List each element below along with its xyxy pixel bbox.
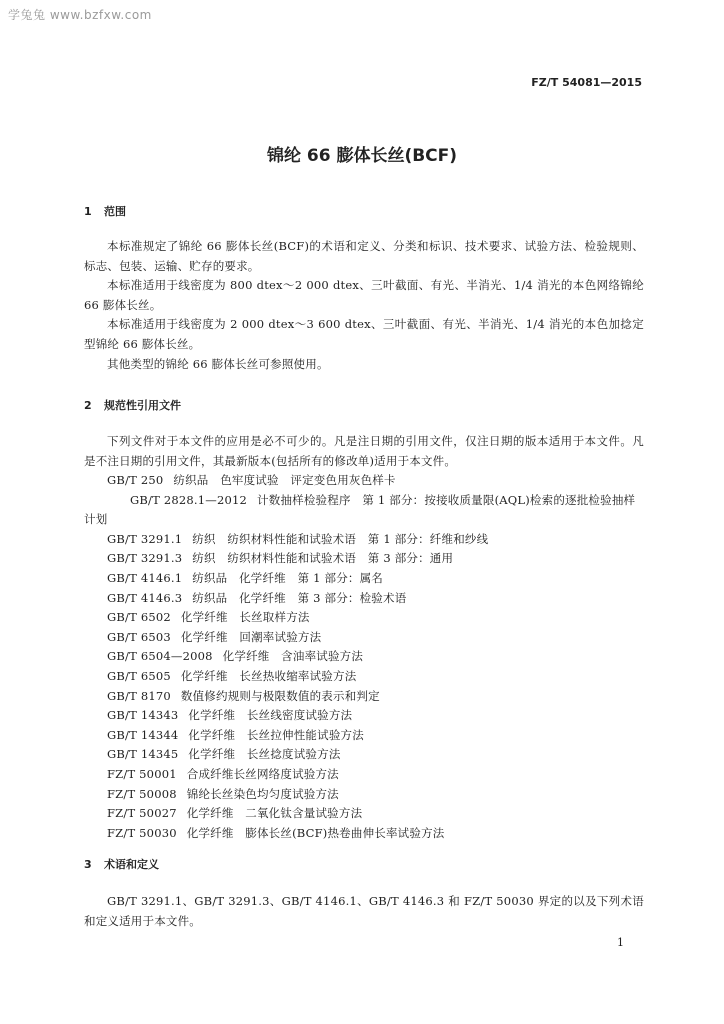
- reference-title: 化学纤维 长丝捻度试验方法: [188, 747, 341, 762]
- reference-title: 化学纤维 长丝取样方法: [180, 610, 310, 625]
- reference-item: [84, 804, 644, 824]
- reference-title: 计数抽样检验程序 第 1 部分：按接收质量限(AQL)检索的逐批检验抽样计划: [84, 492, 636, 527]
- standard-number: FZ/T 54081—2015: [531, 76, 642, 89]
- reference-item: [84, 726, 644, 746]
- reference-code: GB/T 3291.3: [107, 551, 183, 566]
- reference-item: [84, 765, 644, 785]
- reference-title: 纺织品 化学纤维 第 1 部分：属名: [192, 570, 384, 585]
- paragraph: 其他类型的锦纶 66 膨体长丝可参照使用。: [107, 356, 329, 371]
- reference-item: [84, 471, 644, 491]
- reference-title: 化学纤维 二氧化钛含量试验方法: [186, 806, 363, 821]
- reference-title: 化学纤维 长丝拉伸性能试验方法: [188, 727, 364, 742]
- reference-item: [84, 549, 644, 569]
- reference-title: 纺织 纺织材料性能和试验术语 第 1 部分：纤维和纱线: [192, 531, 489, 546]
- section-title: 规范性引用文件: [104, 399, 181, 412]
- reference-code: GB/T 6505: [107, 668, 171, 683]
- watermark: 学兔兔 www.bzfxw.com: [8, 8, 152, 22]
- reference-code: GB/T 14344: [107, 727, 179, 742]
- section-number: 2: [84, 399, 92, 412]
- reference-item: [84, 785, 644, 805]
- reference-code: GB/T 250: [107, 473, 164, 487]
- reference-code: GB/T 4146.3: [107, 590, 183, 605]
- reference-title: 锦纶长丝染色均匀度试验方法: [186, 786, 339, 801]
- paragraph: 本标准适用于线密度为 2 000 dtex～3 600 dtex、三叶截面、有光、半消光、1/4 消光的本色加捻定型锦纶 66 膨体长丝。: [84, 317, 644, 351]
- reference-title: 化学纤维 回潮率试验方法: [180, 629, 322, 644]
- section-1-body: [84, 237, 644, 374]
- reference-title: 化学纤维 长丝热收缩率试验方法: [180, 668, 357, 683]
- document-title: 锦纶 66 膨体长丝(BCF): [266, 146, 458, 166]
- paragraph: 本标准规定了锦纶 66 膨体长丝(BCF)的术语和定义、分类和标识、技术要求、试验方法、检验规则、标志、包装、运输、贮存的要求。: [84, 239, 644, 273]
- reference-title: 化学纤维 含油率试验方法: [222, 649, 364, 664]
- reference-code: GB/T 14345: [107, 747, 179, 762]
- section-2-intro: [84, 432, 644, 471]
- reference-code: GB/T 2828.1—2012: [130, 492, 248, 507]
- reference-item: [84, 745, 644, 765]
- reference-title: 化学纤维 长丝线密度试验方法: [188, 708, 353, 723]
- reference-code: GB/T 6504—2008: [107, 649, 213, 664]
- section-3-body: [84, 892, 644, 931]
- reference-title: 合成纤维长丝网络度试验方法: [186, 766, 339, 781]
- page-number: 1: [617, 936, 624, 949]
- reference-item: [84, 530, 644, 550]
- section-1-heading: [84, 203, 126, 219]
- reference-code: GB/T 3291.1: [107, 531, 183, 546]
- reference-code: FZ/T 50008: [107, 786, 177, 801]
- section-number: 1: [84, 205, 92, 218]
- section-2-heading: [84, 397, 181, 413]
- reference-title: 化学纤维 膨体长丝(BCF)热卷曲伸长率试验方法: [186, 825, 445, 840]
- reference-code: GB/T 6503: [107, 629, 171, 644]
- reference-code: FZ/T 50030: [107, 825, 177, 840]
- reference-title: 纺织 纺织材料性能和试验术语 第 3 部分：通用: [192, 551, 454, 566]
- section-3-heading: [84, 856, 159, 872]
- reference-item: [84, 824, 644, 844]
- paragraph: GB/T 3291.1、GB/T 3291.3、GB/T 4146.1、GB/T 4146.3 和 FZ/T 50030 界定的以及下列术语和定义适用于本文件。: [84, 894, 644, 928]
- reference-item: [84, 569, 644, 589]
- reference-item: [84, 647, 644, 667]
- reference-code: GB/T 6502: [107, 610, 171, 625]
- section-title: 范围: [104, 205, 126, 218]
- reference-item: [84, 706, 644, 726]
- reference-code: FZ/T 50027: [107, 806, 177, 821]
- section-number: 3: [84, 858, 92, 871]
- paragraph: 本标准适用于线密度为 800 dtex～2 000 dtex、三叶截面、有光、半消光、1/4 消光的本色网络锦纶 66 膨体长丝。: [84, 278, 644, 312]
- reference-item: [84, 608, 644, 628]
- reference-title: 数值修约规则与极限数值的表示和判定: [180, 688, 380, 703]
- reference-item: [84, 687, 644, 707]
- reference-title: 纺织品 色牢度试验 评定变色用灰色样卡: [173, 473, 396, 487]
- reference-code: GB/T 4146.1: [107, 570, 183, 585]
- section-title: 术语和定义: [104, 858, 159, 871]
- reference-code: GB/T 8170: [107, 688, 171, 703]
- reference-title: 纺织品 化学纤维 第 3 部分：检验术语: [192, 590, 407, 605]
- reference-item: [84, 491, 644, 530]
- reference-code: FZ/T 50001: [107, 766, 177, 781]
- reference-code: GB/T 14343: [107, 708, 179, 723]
- paragraph: 下列文件对于本文件的应用是必不可少的。凡是注日期的引用文件，仅注日期的版本适用于本文件。凡是不注日期的引用文件，其最新版本(包括所有的修改单)适用于本文件。: [84, 434, 644, 468]
- reference-item: [84, 667, 644, 687]
- normative-references-list: [84, 471, 644, 843]
- reference-item: [84, 589, 644, 609]
- reference-item: [84, 628, 644, 648]
